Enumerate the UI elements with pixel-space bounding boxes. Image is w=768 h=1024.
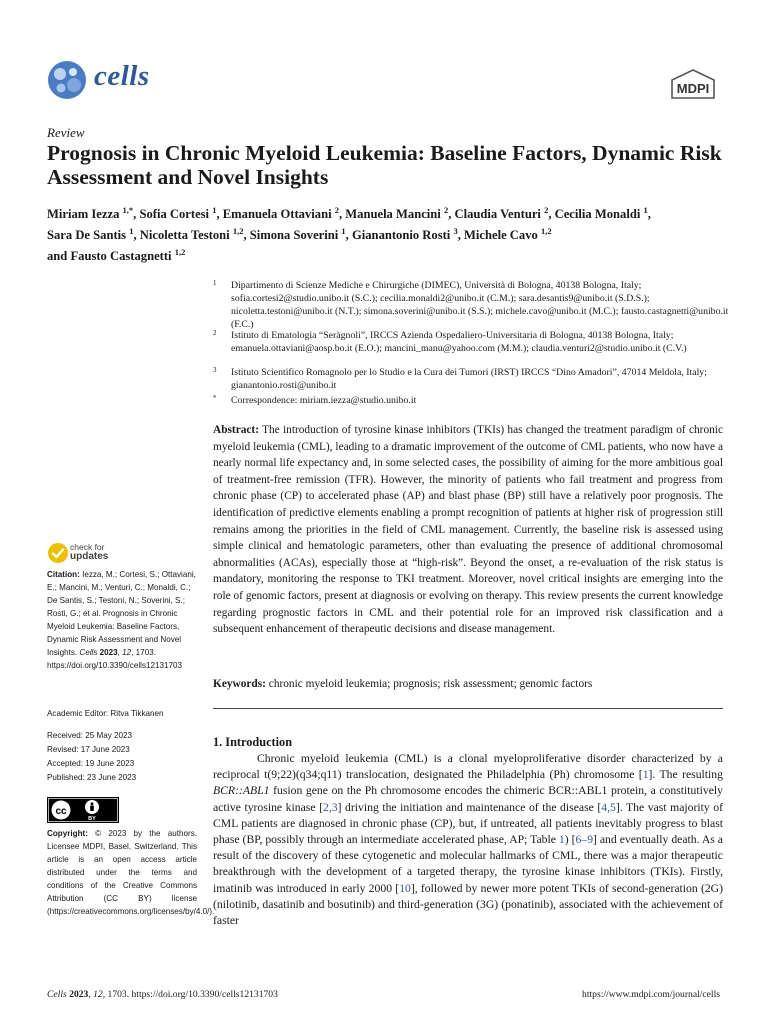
date-accepted: Accepted: 19 June 2023	[47, 759, 135, 768]
journal-name: cells	[94, 60, 150, 92]
svg-text:BY: BY	[88, 816, 96, 822]
publisher-name: MDPI	[676, 81, 710, 96]
abstract-text: The introduction of tyrosine kinase inhibitors (TKIs) has changed the treatment paradigm of chronic myeloid leukemia (CML), leading to a dramatic improvement of the outcome of CML patients, who now have a nearly normal life expectancy and, in some selected cases, the possibility of aiming for the more ambitious goal of treatment-free remission (TFR). However, the minority of patients who fail treatment and progress from chronic phase (CP) to accelerated phase (AP) and blast phase (BP) still have a relatively poor prognosis. The identification of predictive elements enabling a prompt recognition of patients at higher risk of progression still remains among the priorities in the field of CML management. Currently, the baseline risk is assessed using simple clinical and hematologic parameters, other than evaluating the presence of additional chromosomal abnormalities (ACAs), especially those at “high-risk”. Beyond the onset, a re-evaluation of the risk status is mandatory, monitoring the response to TKI treatment. Moreover, novel critical insights are emerging into the role of genomic factors, present at diagnosis or evolving on therapy. This review presents the current knowledge regarding prognostic factors in CML and their potential role for an improved risk classification and a subsequent enhancement of therapeutic decisions and disease management.	[213, 424, 723, 636]
academic-editor: Academic Editor: Ritva Tikkanen	[47, 709, 164, 718]
abstract-label: Abstract:	[213, 424, 259, 436]
cells-logo-icon	[47, 60, 87, 100]
keywords-text: chronic myeloid leukemia; prognosis; risk assessment; genomic factors	[268, 678, 593, 690]
intro-paragraph: Chronic myeloid leukemia (CML) is a clonal myeloproliferative disorder characterized by a reciprocal t(9;22)(q34;q11) translocation, designated the Philadelphia (Ph) chromosome [1]. The resulting BCR::ABL1 fusion gene on the Ph chromosome encodes the chimeric BCR::ABL1 protein, a constitutively active tyrosine kinase [2,3] driving the initiation and maintenance of the disease [4,5]. The vast majority of CML patients are diagnosed in chronic phase (CP), but, if untreated, all patients inevitably progress to blast phase (BP, possibly through an intermediate accelerated phase, AP; Table 1) [6–9] and eventually death. As a result of the discovery of these cytogenetic and molecular hallmarks of CML, there was a major therapeutic breakthrough with the development of a targeted therapy, the tyrosine kinase inhibitors (TKIs). Firstly, imatinib was introduced in early 2000 [10], followed by newer more potent TKIs of second-generation (2G) (nilotinib, dasatinib and bosutinib) and third-generation (3G) (ponatinib), associated with the achievement of faster	[213, 752, 724, 928]
author-list	[47, 202, 727, 266]
copyright-notice: Copyright: © 2023 by the authors. Licensee MDPI, Basel, Switzerland. This article is an open access article distributed under the terms and conditions of the Creative Commons Attribution (CC BY) license (https://creativecommons.org/licenses/by/4.0/).	[47, 829, 215, 916]
citation-link[interactable]: 1	[642, 768, 649, 782]
check-for-updates-button[interactable]: check for updates	[70, 542, 109, 562]
keywords	[213, 676, 723, 692]
footer-citation: Cells 2023, 12, 1703. https://doi.org/10.3390/cells12131703	[47, 989, 278, 1000]
table-link[interactable]: 1	[558, 833, 565, 847]
cc-by-license-icon[interactable]	[47, 797, 119, 823]
author-line-1: Miriam Iezza $^{1,*}$, Sofia Cortesi $^1$, Emanuela Ottaviani $^2$, Manuela Mancini $^2$, Claudia Venturi $^2$, Cecilia Monaldi $^1$,	[47, 205, 651, 222]
date-received: Received: 25 May 2023	[47, 731, 133, 740]
article-title: Prognosis in Chronic Myeloid Leukemia: Baseline Factors, Dynamic Risk Assessment and Novel Insights	[47, 141, 722, 189]
date-revised: Revised: 17 June 2023	[47, 745, 130, 754]
abstract	[213, 422, 723, 638]
check-for-updates-icon[interactable]	[47, 542, 69, 564]
citation-link[interactable]: 2,3	[322, 800, 338, 814]
affiliation-1: 1 Dipartimento di Scienze Mediche e Chirurgiche (DIMEC), Università di Bologna, 40138 Bologna, Italy; sofia.cortesi2@studio.unibo.it (S.C.); cecilia.monaldi2@unibo.it (C.M.); sara.desantis9@unibo.it (S.D.S.); nicoletta.testoni@unibo.it (N.T.); simona.soverini@unibo.it (S.S.); michele.cavo@unibo.it (M.C.); fausto.castagnetti@unibo.it (F.C.)	[213, 279, 729, 330]
journal-url-link[interactable]: https://www.mdpi.com/journal/cells	[582, 989, 720, 1000]
author-line-2: Sara De Santis $^1$, Nicoletta Testoni $^{1,2}$, Simona Soverini $^1$, Gianantonio Rosti $^3$, Michele Cavo $^{1,2}$	[47, 226, 552, 243]
article-type: Review	[47, 125, 85, 140]
affiliation-3: 3 Istituto Scientifico Romagnolo per lo Studio e la Cura dei Tumori (IRST) IRCCS “Dino Amadori”, 47014 Meldola, Italy; gianantonio.rosti@unibo.it	[213, 366, 707, 391]
mdpi-logo-icon	[668, 68, 718, 102]
citation-link[interactable]: 4,5	[601, 800, 616, 814]
citation-block: Citation: Iezza, M.; Cortesi, S.; Ottaviani, E.; Mancini, M.; Venturi, C.; Monaldi, C.; De Santis, S.; Testoni, N.; Soverini, S.; Rosti, G.; et al. Prognosis in Chronic Myeloid Leukemia: Baseline Factors, Dynamic Risk Assessment and Novel Insights. Cells 2023, 12, 1703. https://doi.org/10.3390/cells12131703	[47, 570, 196, 670]
keywords-label: Keywords:	[213, 678, 266, 690]
section-heading: 1. Introduction	[213, 735, 293, 749]
abstract-divider	[213, 708, 723, 709]
citation-link[interactable]: 10	[399, 881, 411, 895]
date-published: Published: 23 June 2023	[47, 773, 137, 782]
author-line-3: and Fausto Castagnetti $^{1,2}$	[47, 247, 186, 264]
citation-link[interactable]: 6–9	[575, 833, 594, 847]
svg-text:cc: cc	[55, 806, 67, 817]
affiliation-2: 2 Istituto di Ematologia “Seràgnoli”, IRCCS Azienda Ospedaliero-Universitaria di Bologna, 40138 Bologna, Italy; emanuela.ottaviani@aosp.bo.it (E.O.); mancini_manu@yahoo.com (M.M.); claudia.venturi2@studio.unibo.it (C.V.)	[213, 329, 687, 354]
correspondence: * Correspondence: miriam.iezza@studio.unibo.it	[213, 394, 417, 406]
